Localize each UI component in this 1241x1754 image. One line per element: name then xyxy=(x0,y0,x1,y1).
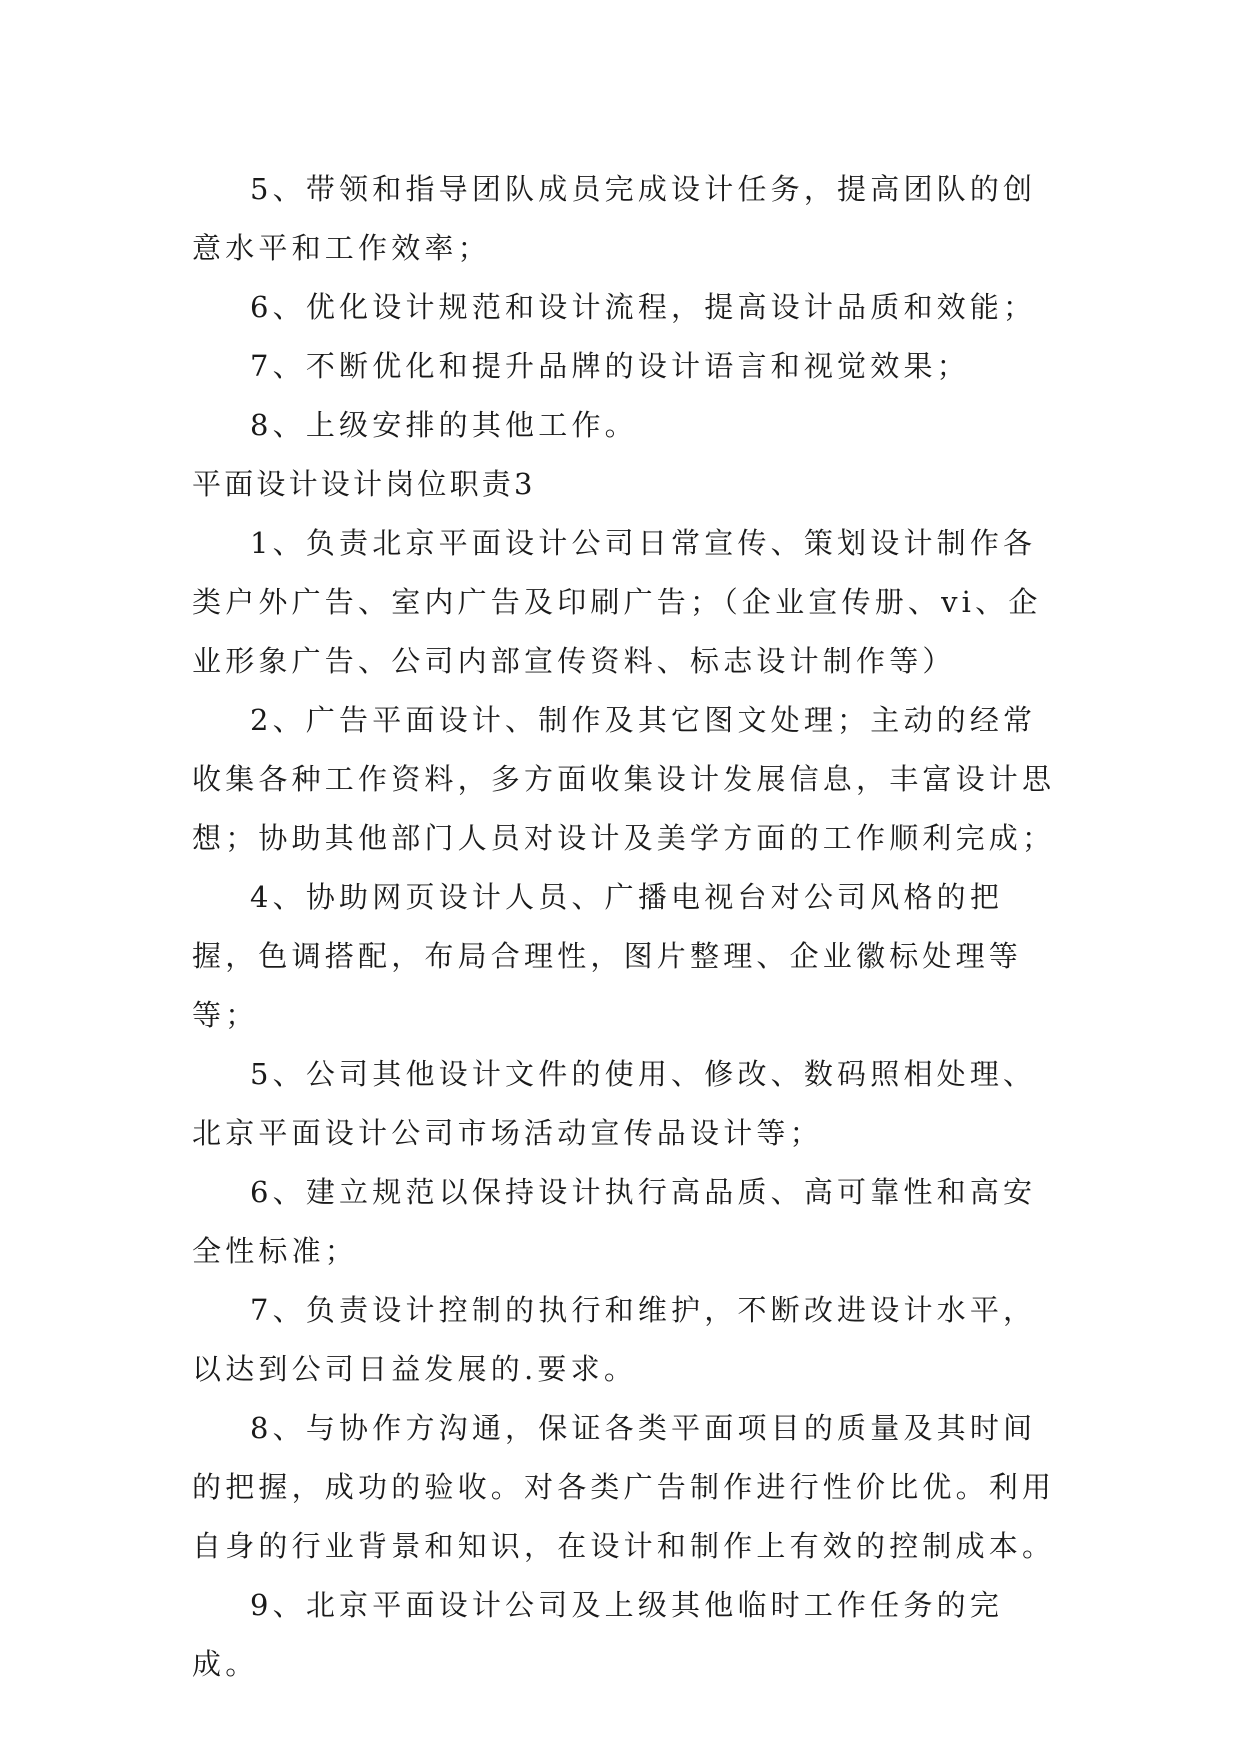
list-item: 5、带领和指导团队成员完成设计任务，提高团队的创意水平和工作效率； xyxy=(192,172,1037,265)
list-item: 6、优化设计规范和设计流程，提高设计品质和效能； xyxy=(250,290,1037,324)
list-item: 9、北京平面设计公司及上级其他临时工作任务的完成。 xyxy=(192,1588,1004,1681)
list-item: 7、不断优化和提升品牌的设计语言和视觉效果； xyxy=(250,349,970,383)
list-item: 8、与协作方沟通，保证各类平面项目的质量及其时间的把握，成功的验收。对各类广告制作进行性价比优。利用自身的行业背景和知识，在设计和制作上有效的控制成本。 xyxy=(192,1411,1056,1563)
section-heading: 平面设计设计岗位职责3 xyxy=(192,467,536,501)
list-item: 2、广告平面设计、制作及其它图文处理；主动的经常收集各种工作资料，多方面收集设计发展信息，丰富设计思想；协助其他部门人员对设计及美学方面的工作顺利完成； xyxy=(192,703,1056,855)
list-item: 5、公司其他设计文件的使用、修改、数码照相处理、北京平面设计公司市场活动宣传品设计等； xyxy=(192,1057,1037,1150)
list-item: 8、上级安排的其他工作。 xyxy=(250,408,638,442)
list-item: 4、协助网页设计人员、广播电视台对公司风格的把握，色调搭配，布局合理性，图片整理、企业徽标处理等等； xyxy=(192,880,1023,1032)
list-item: 1、负责北京平面设计公司日常宣传、策划设计制作各类户外广告、室内广告及印刷广告；（企业宣传册、vi、企业形象广告、公司内部宣传资料、标志设计制作等） xyxy=(192,526,1042,678)
list-item: 6、建立规范以保持设计执行高品质、高可靠性和高安全性标准； xyxy=(192,1175,1037,1268)
list-item: 7、负责设计控制的执行和维护，不断改进设计水平，以达到公司日益发展的.要求。 xyxy=(192,1293,1037,1386)
document-body xyxy=(192,160,1062,1694)
